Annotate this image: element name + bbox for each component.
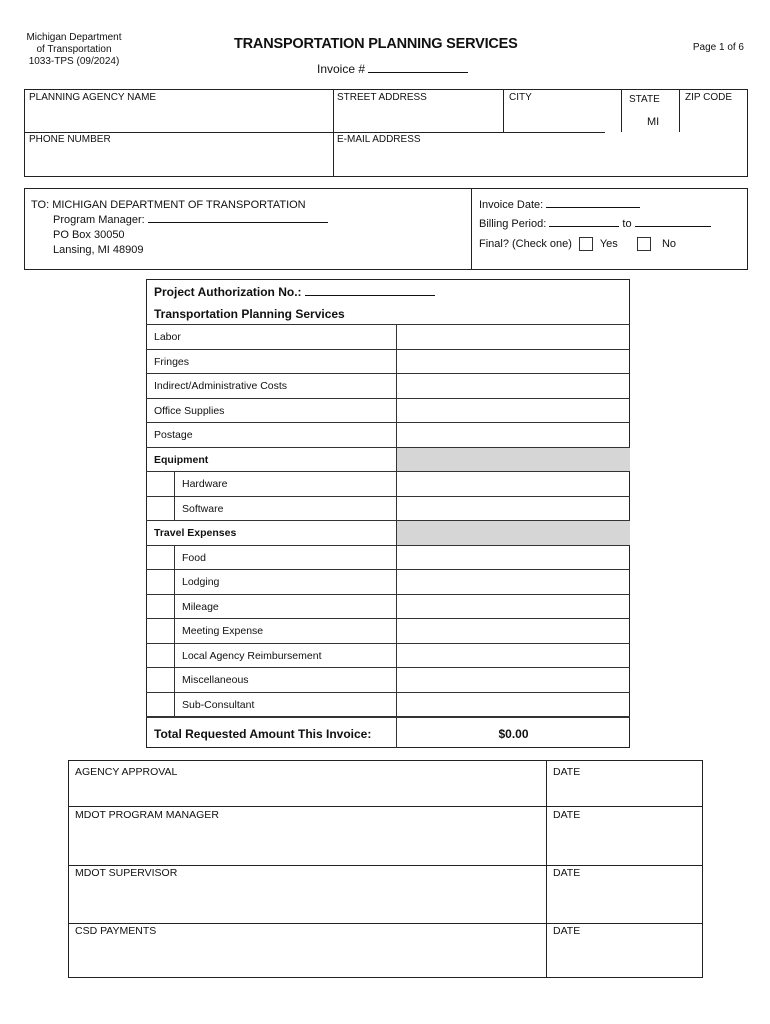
indent-rule xyxy=(174,668,175,693)
cost-row-amount[interactable] xyxy=(396,693,630,717)
invoice-line xyxy=(368,71,468,73)
divider xyxy=(679,90,680,132)
approvals-box xyxy=(68,760,703,978)
program-manager-field[interactable] xyxy=(53,214,328,226)
cost-row-amount xyxy=(396,521,630,545)
cost-row-label: Hardware xyxy=(182,478,228,490)
cost-row-label: Fringes xyxy=(154,355,190,368)
mdot-program-manager-date[interactable]: DATE xyxy=(553,809,581,821)
cost-row-amount[interactable] xyxy=(396,423,630,447)
invoice-date-line xyxy=(546,206,640,208)
program-manager-label: Program Manager: xyxy=(53,214,145,226)
cost-row-amount xyxy=(396,448,630,472)
divider xyxy=(546,761,547,977)
section-title: Transportation Planning Services xyxy=(154,307,345,321)
indent-rule xyxy=(174,693,175,718)
divider xyxy=(69,865,702,866)
page-number: Page 1 of 6 xyxy=(692,42,744,53)
divider xyxy=(503,90,504,132)
cost-row-label: Mileage xyxy=(182,600,219,613)
cost-row-amount[interactable] xyxy=(396,472,630,496)
cost-row-label: Office Supplies xyxy=(154,404,225,417)
final-no-label: No xyxy=(661,237,676,250)
cost-row-label: Meeting Expense xyxy=(182,625,264,637)
final-check-row xyxy=(479,237,676,251)
cost-row-label: Software xyxy=(182,502,224,515)
invoice-date-field[interactable] xyxy=(479,199,640,211)
cost-row-amount[interactable] xyxy=(396,546,630,570)
divider xyxy=(333,90,334,176)
agency-info-box xyxy=(24,89,748,177)
cost-row xyxy=(146,595,630,620)
mdot-supervisor-field[interactable]: MDOT SUPERVISOR xyxy=(75,867,178,879)
mdot-program-manager-field[interactable]: MDOT PROGRAM MANAGER xyxy=(75,809,219,821)
to-line: TO: MICHIGAN DEPARTMENT OF TRANSPORTATION xyxy=(31,199,306,211)
agency-line-1: Michigan Department xyxy=(26,32,122,43)
cost-row xyxy=(146,325,630,350)
invoice-number-field[interactable] xyxy=(317,62,468,76)
agency-approval-date[interactable]: DATE xyxy=(553,766,581,778)
indent-rule xyxy=(174,546,175,571)
state-value: MI xyxy=(647,116,660,128)
cost-row-label: Local Agency Reimbursement xyxy=(182,649,322,662)
cost-row xyxy=(146,644,630,669)
cost-row-label: Equipment xyxy=(154,453,209,466)
mdot-supervisor-date[interactable]: DATE xyxy=(553,867,581,879)
divider xyxy=(471,189,472,269)
divider xyxy=(621,90,622,132)
city-state-zip: Lansing, MI 48909 xyxy=(53,244,144,256)
cost-row xyxy=(146,546,630,571)
street-address-field[interactable]: STREET ADDRESS xyxy=(337,92,427,103)
cost-row-label: Lodging xyxy=(182,576,220,588)
divider xyxy=(25,132,467,133)
indent-rule xyxy=(174,619,175,644)
cost-row-amount[interactable] xyxy=(396,497,630,521)
cost-row xyxy=(146,448,630,473)
cost-row-label: Food xyxy=(182,551,206,564)
divider xyxy=(69,806,702,807)
project-auth-label: Project Authorization No.: xyxy=(154,285,302,299)
billing-to-label: to xyxy=(622,218,632,230)
csd-payments-date[interactable]: DATE xyxy=(553,925,581,937)
total-label: Total Requested Amount This Invoice: xyxy=(154,727,372,741)
total-value-cell xyxy=(396,718,630,748)
divider xyxy=(69,923,702,924)
final-yes-checkbox[interactable] xyxy=(579,237,593,251)
cost-row xyxy=(146,399,630,424)
cost-row-label: Sub-Consultant xyxy=(182,698,255,711)
billing-end-line xyxy=(635,225,711,227)
cost-row-amount[interactable] xyxy=(396,399,630,423)
cost-row xyxy=(146,693,630,718)
total-value: $0.00 xyxy=(498,727,529,741)
final-no-checkbox[interactable] xyxy=(637,237,651,251)
final-yes-label: Yes xyxy=(599,237,618,250)
cost-row xyxy=(146,350,630,375)
billing-period-label: Billing Period: xyxy=(479,218,547,230)
cost-row-amount[interactable] xyxy=(396,619,630,643)
cost-row-label: Labor xyxy=(154,331,181,343)
city-field[interactable]: CITY xyxy=(509,92,532,103)
email-address-field[interactable]: E-MAIL ADDRESS xyxy=(337,134,421,145)
cost-row-amount[interactable] xyxy=(396,325,630,349)
indent-rule xyxy=(174,497,175,522)
indent-rule xyxy=(174,472,175,497)
program-manager-line xyxy=(148,221,328,223)
agency-header xyxy=(14,32,134,68)
cost-row-amount[interactable] xyxy=(396,595,630,619)
cost-row xyxy=(146,423,630,448)
cost-row-label: Travel Expenses xyxy=(154,527,237,539)
cost-row xyxy=(146,472,630,497)
cost-row-amount[interactable] xyxy=(396,570,630,594)
indent-rule xyxy=(174,644,175,669)
cost-row xyxy=(146,570,630,595)
total-row xyxy=(146,717,630,748)
project-authorization-field[interactable] xyxy=(154,285,435,299)
cost-row xyxy=(146,374,630,399)
indent-rule xyxy=(174,570,175,595)
phone-number-field[interactable]: PHONE NUMBER xyxy=(29,134,111,145)
final-label: Final? (Check one) xyxy=(479,237,572,250)
cost-row xyxy=(146,619,630,644)
cost-row-label: Miscellaneous xyxy=(182,674,249,686)
invoice-label: Invoice # xyxy=(317,62,366,76)
cost-row-amount[interactable] xyxy=(396,668,630,692)
zip-code-field[interactable]: ZIP CODE xyxy=(685,92,733,103)
divider xyxy=(467,132,605,133)
billing-start-line xyxy=(549,225,619,227)
billing-period-field[interactable] xyxy=(479,218,711,230)
project-auth-line xyxy=(305,294,435,296)
cost-row-amount[interactable] xyxy=(396,644,630,668)
to-block xyxy=(24,188,748,270)
planning-agency-name-field[interactable]: PLANNING AGENCY NAME xyxy=(29,92,157,103)
cost-row xyxy=(146,521,630,546)
state-label: STATE xyxy=(629,94,660,105)
invoice-date-label: Invoice Date: xyxy=(479,199,544,211)
page-title: TRANSPORTATION PLANNING SERVICES xyxy=(234,36,518,52)
csd-payments-field[interactable]: CSD PAYMENTS xyxy=(75,925,157,937)
cost-row-label: Postage xyxy=(154,429,193,441)
cost-row-amount[interactable] xyxy=(396,350,630,374)
agency-line-2: of Transportation xyxy=(36,44,112,55)
agency-approval-field[interactable]: AGENCY APPROVAL xyxy=(75,766,178,778)
indent-rule xyxy=(174,595,175,620)
cost-row-label: Indirect/Administrative Costs xyxy=(154,380,288,392)
po-box: PO Box 30050 xyxy=(53,229,125,241)
form-id: 1033-TPS (09/2024) xyxy=(28,56,120,67)
cost-row xyxy=(146,497,630,522)
cost-row-amount[interactable] xyxy=(396,374,630,398)
cost-row xyxy=(146,668,630,693)
